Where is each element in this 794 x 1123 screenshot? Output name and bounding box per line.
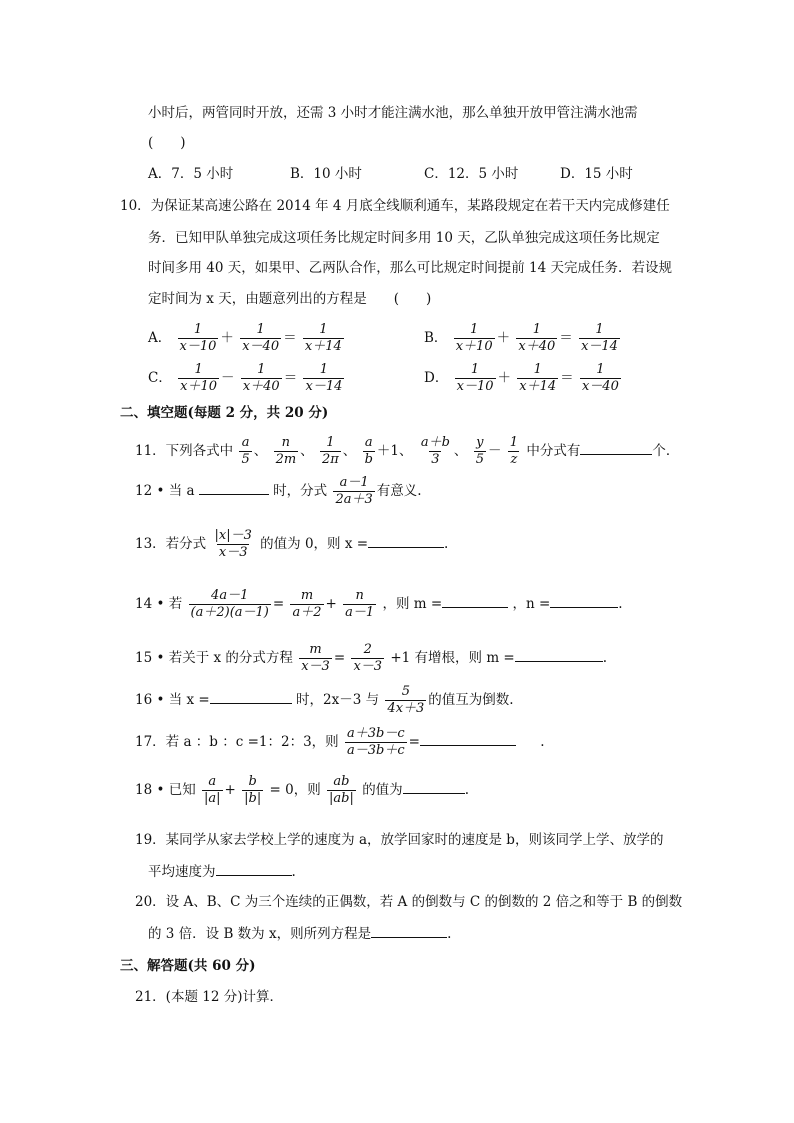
q9-paren: ( ) xyxy=(148,135,186,151)
q10-option-a: A． $\frac{1}{x-10}$ ＋ $\frac{1}{x-40}$ ＝ $\frac{1}{x+14}$ xyxy=(148,322,342,354)
option-label: D． xyxy=(424,370,449,386)
answer-blank[interactable] xyxy=(216,861,292,876)
fraction: $\frac{1}{x+10}$ xyxy=(180,362,218,394)
fraction: $\frac{1}{x+40}$ xyxy=(242,362,280,394)
q14: 14 • 若 $\frac{4a-1}{(a+2)(a-1)}$ = $\frac{m}{a+2}$ + $\frac{n}{a-1}$ ，则 m = ，n = . xyxy=(135,588,623,620)
q11: 11．下列各式中 $\frac{a}{5}$ 、 $\frac{n}{2m}$ 、 $\frac{1}{2\pi}$ 、 $\frac{a}{b}$ ＋1、 $\frac{a+b}{3}$ 、 $\frac{y}{5}$ － $\frac{1}{z}$ 中分式有 个． xyxy=(135,435,680,467)
q9-option-d: D．15 小时 xyxy=(560,166,633,182)
fraction: $\frac{1}{x-14}$ xyxy=(305,362,343,394)
option-label: A． xyxy=(148,330,172,346)
answer-blank[interactable] xyxy=(580,440,652,455)
q10-line-2: 务．已知甲队单独完成这项任务比规定时间多用 10 天，乙队单独完成这项任务比规定 xyxy=(148,230,660,246)
q9-option-c: C．12．5 小时 xyxy=(424,166,519,182)
fraction: $\frac{1}{x+14}$ xyxy=(519,362,557,394)
answer-blank[interactable] xyxy=(442,593,508,608)
q9-text: 小时后，两管同时开放，还需 3 小时才能注满水池，那么单独开放甲管注满水池需 xyxy=(148,105,638,121)
q10-line-1: 10．为保证某高速公路在 2014 年 4 月底全线顺利通车，某路段规定在若干天内完成修建任 xyxy=(120,198,670,214)
fraction: $\frac{1}{x-40}$ xyxy=(581,362,619,394)
section-heading-solve: 三、解答题(共 60 分) xyxy=(120,958,256,974)
answer-blank[interactable] xyxy=(515,647,603,662)
q20-line-1: 20．设 A、B、C 为三个连续的正偶数，若 A 的倒数与 C 的倒数的 2 倍之和等于 B 的倒数 xyxy=(135,894,683,910)
answer-blank[interactable] xyxy=(420,731,516,746)
answer-blank[interactable] xyxy=(199,480,269,495)
fraction: $\frac{1}{x+14}$ xyxy=(304,322,342,354)
q10-option-c: C． $\frac{1}{x+10}$ － $\frac{1}{x+40}$ ＝ $\frac{1}{x-14}$ xyxy=(148,362,343,394)
q9-option-a: A．7．5 小时 xyxy=(148,166,234,182)
fraction: $\frac{1}{x-10}$ xyxy=(456,362,494,394)
q20-line-2: 的 3 倍．设 B 数为 x，则所列方程是 . xyxy=(148,923,451,944)
q16: 16 • 当 x = 时，2x－3 与 $\frac{5}{4x+3}$ 的值互为倒数. xyxy=(135,684,514,716)
section-heading-fill-in: 二、填空题(每题 2 分，共 20 分) xyxy=(120,405,329,421)
q19-line-2: 平均速度为 . xyxy=(148,861,296,882)
fraction: $\frac{1}{x-14}$ xyxy=(581,322,618,354)
q18: 18 • 已知 $\frac{a}{|a|}$ + $\frac{b}{|b|}$ = 0，则 $\frac{ab}{|ab|}$ 的值为 . xyxy=(135,774,469,806)
fraction: $\frac{1}{x-10}$ xyxy=(179,322,217,354)
q19-line-1: 19．某同学从家去学校上学的速度为 a，放学回家时的速度是 b，则该同学上学、放学的 xyxy=(135,832,664,848)
option-label: C． xyxy=(148,370,172,386)
answer-blank[interactable] xyxy=(403,779,465,794)
q10-option-d: D． $\frac{1}{x-10}$ ＋ $\frac{1}{x+14}$ ＝ $\frac{1}{x-40}$ xyxy=(424,362,619,394)
q9-option-b: B．10 小时 xyxy=(290,166,362,182)
answer-blank[interactable] xyxy=(368,533,444,548)
q10-line-4: 定时间为 x 天，由题意列出的方程是 ( ) xyxy=(148,291,432,307)
q13: 13．若分式 $\frac{|x|-3}{x-3}$ 的值为 0，则 x = . xyxy=(135,528,449,560)
q10-option-b: B． $\frac{1}{x+10}$ ＋ $\frac{1}{x+40}$ ＝ $\frac{1}{x-14}$ xyxy=(424,322,618,354)
fraction: $\frac{1}{x+10}$ xyxy=(455,322,493,354)
option-label: B． xyxy=(424,330,448,346)
q21: 21．(本题 12 分)计算． xyxy=(135,989,283,1005)
q12: 12 • 当 a 时，分式 $\frac{a-1}{2a+3}$ 有意义. xyxy=(135,475,422,507)
fraction: $\frac{1}{x+40}$ xyxy=(518,322,556,354)
fraction: $\frac{1}{x-40}$ xyxy=(242,322,280,354)
q17: 17．若 a ：b ：c =1：2：3，则 $\frac{a+3b-c}{a-3b+c}$ = . xyxy=(135,726,545,758)
answer-blank[interactable] xyxy=(210,689,292,704)
answer-blank[interactable] xyxy=(550,593,618,608)
q10-line-3: 时间多用 40 天，如果甲、乙两队合作，那么可比规定时间提前 14 天完成任务．若设规 xyxy=(148,260,673,276)
q15: 15 • 若关于 x 的分式方程 $\frac{m}{x-3}$ = $\frac{2}{x-3}$ +1 有增根，则 m = . xyxy=(135,642,608,674)
answer-blank[interactable] xyxy=(371,923,447,938)
